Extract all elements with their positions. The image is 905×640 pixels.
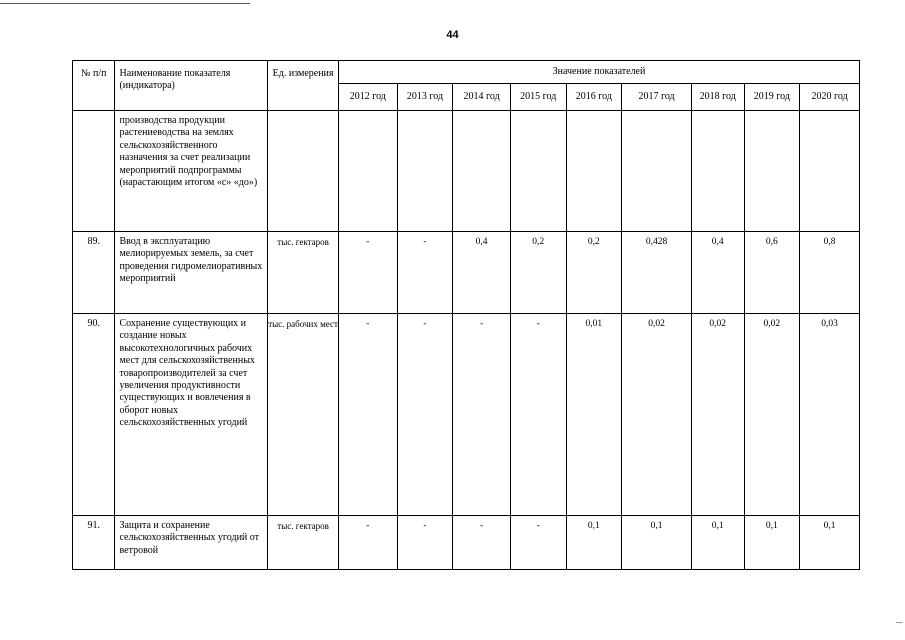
header-value-group: Значение показателей (338, 61, 859, 84)
header-unit: Ед. измерения (268, 61, 339, 111)
header-num: № п/п (73, 61, 115, 111)
value-cell (338, 111, 397, 232)
value-cell: 0,2 (566, 232, 622, 314)
value-cell: - (338, 232, 397, 314)
table-row (73, 232, 860, 314)
indicator-name: производства продукции растениеводства на землях сельскохозяйственного назначения за счет реализации мероприятий подпрограммы (нарастающим итогом «с» «до») (115, 111, 268, 232)
header-year: 2013 год (397, 84, 453, 111)
value-cell: - (338, 516, 397, 570)
header-year: 2020 год (800, 84, 860, 111)
scan-mark (896, 622, 902, 623)
header-year: 2012 год (338, 84, 397, 111)
value-cell: 0,428 (622, 232, 692, 314)
value-cell: - (397, 232, 453, 314)
value-cell: 0,1 (566, 516, 622, 570)
value-cell: - (338, 314, 397, 516)
value-cell: 0,1 (691, 516, 744, 570)
value-cell: 0,8 (800, 232, 860, 314)
table-row (73, 111, 860, 232)
indicator-name: Защита и сохранение сельскохозяйственных угодий от ветровой (115, 516, 268, 570)
value-cell: - (453, 314, 511, 516)
row-number: 90. (73, 314, 115, 516)
row-number: 91. (73, 516, 115, 570)
value-cell: 0,03 (800, 314, 860, 516)
value-cell: - (397, 516, 453, 570)
unit-cell: тыс. гектаров (268, 516, 339, 570)
indicator-name: Ввод в эксплуатацию мелиорируемых земель, за счет проведения гидромелиоративных мероприятий (115, 232, 268, 314)
header-year: 2018 год (691, 84, 744, 111)
unit-cell: тыс. рабочих мест (268, 314, 339, 516)
header-year: 2014 год (453, 84, 511, 111)
header-year: 2017 год (622, 84, 692, 111)
value-cell: 0,02 (622, 314, 692, 516)
header-year: 2015 год (510, 84, 566, 111)
value-cell (453, 111, 511, 232)
value-cell (566, 111, 622, 232)
value-cell (691, 111, 744, 232)
value-cell: 0,4 (453, 232, 511, 314)
table-row (73, 314, 860, 516)
value-cell: 0,02 (691, 314, 744, 516)
header-name: Наименование показателя (индикатора) (115, 61, 268, 111)
value-cell (622, 111, 692, 232)
value-cell: 0,1 (800, 516, 860, 570)
value-cell (744, 111, 800, 232)
value-cell: - (510, 516, 566, 570)
indicator-name: Сохранение существующих и создание новых высокотехнологичных рабочих мест для сельскохозяйственных товаропроизводителей за счет увеличения продуктивности существующих и вовлечения в оборот новых сельскохозяйственных угодий (115, 314, 268, 516)
page-number: 44 (446, 29, 459, 41)
value-cell: 0,2 (510, 232, 566, 314)
value-cell: 0,4 (691, 232, 744, 314)
header-year: 2016 год (566, 84, 622, 111)
table-row (73, 516, 860, 570)
value-cell: - (510, 314, 566, 516)
header-year: 2019 год (744, 84, 800, 111)
value-cell (800, 111, 860, 232)
value-cell: 0,1 (744, 516, 800, 570)
unit-cell (268, 111, 339, 232)
header-row-1 (73, 61, 860, 84)
value-cell: - (453, 516, 511, 570)
row-number (73, 111, 115, 232)
top-rule (0, 3, 250, 4)
indicators-table (72, 60, 860, 570)
value-cell (510, 111, 566, 232)
value-cell: 0,01 (566, 314, 622, 516)
value-cell: 0,1 (622, 516, 692, 570)
value-cell (397, 111, 453, 232)
unit-cell: тыс. гектаров (268, 232, 339, 314)
value-cell: - (397, 314, 453, 516)
value-cell: 0,02 (744, 314, 800, 516)
row-number: 89. (73, 232, 115, 314)
value-cell: 0,6 (744, 232, 800, 314)
